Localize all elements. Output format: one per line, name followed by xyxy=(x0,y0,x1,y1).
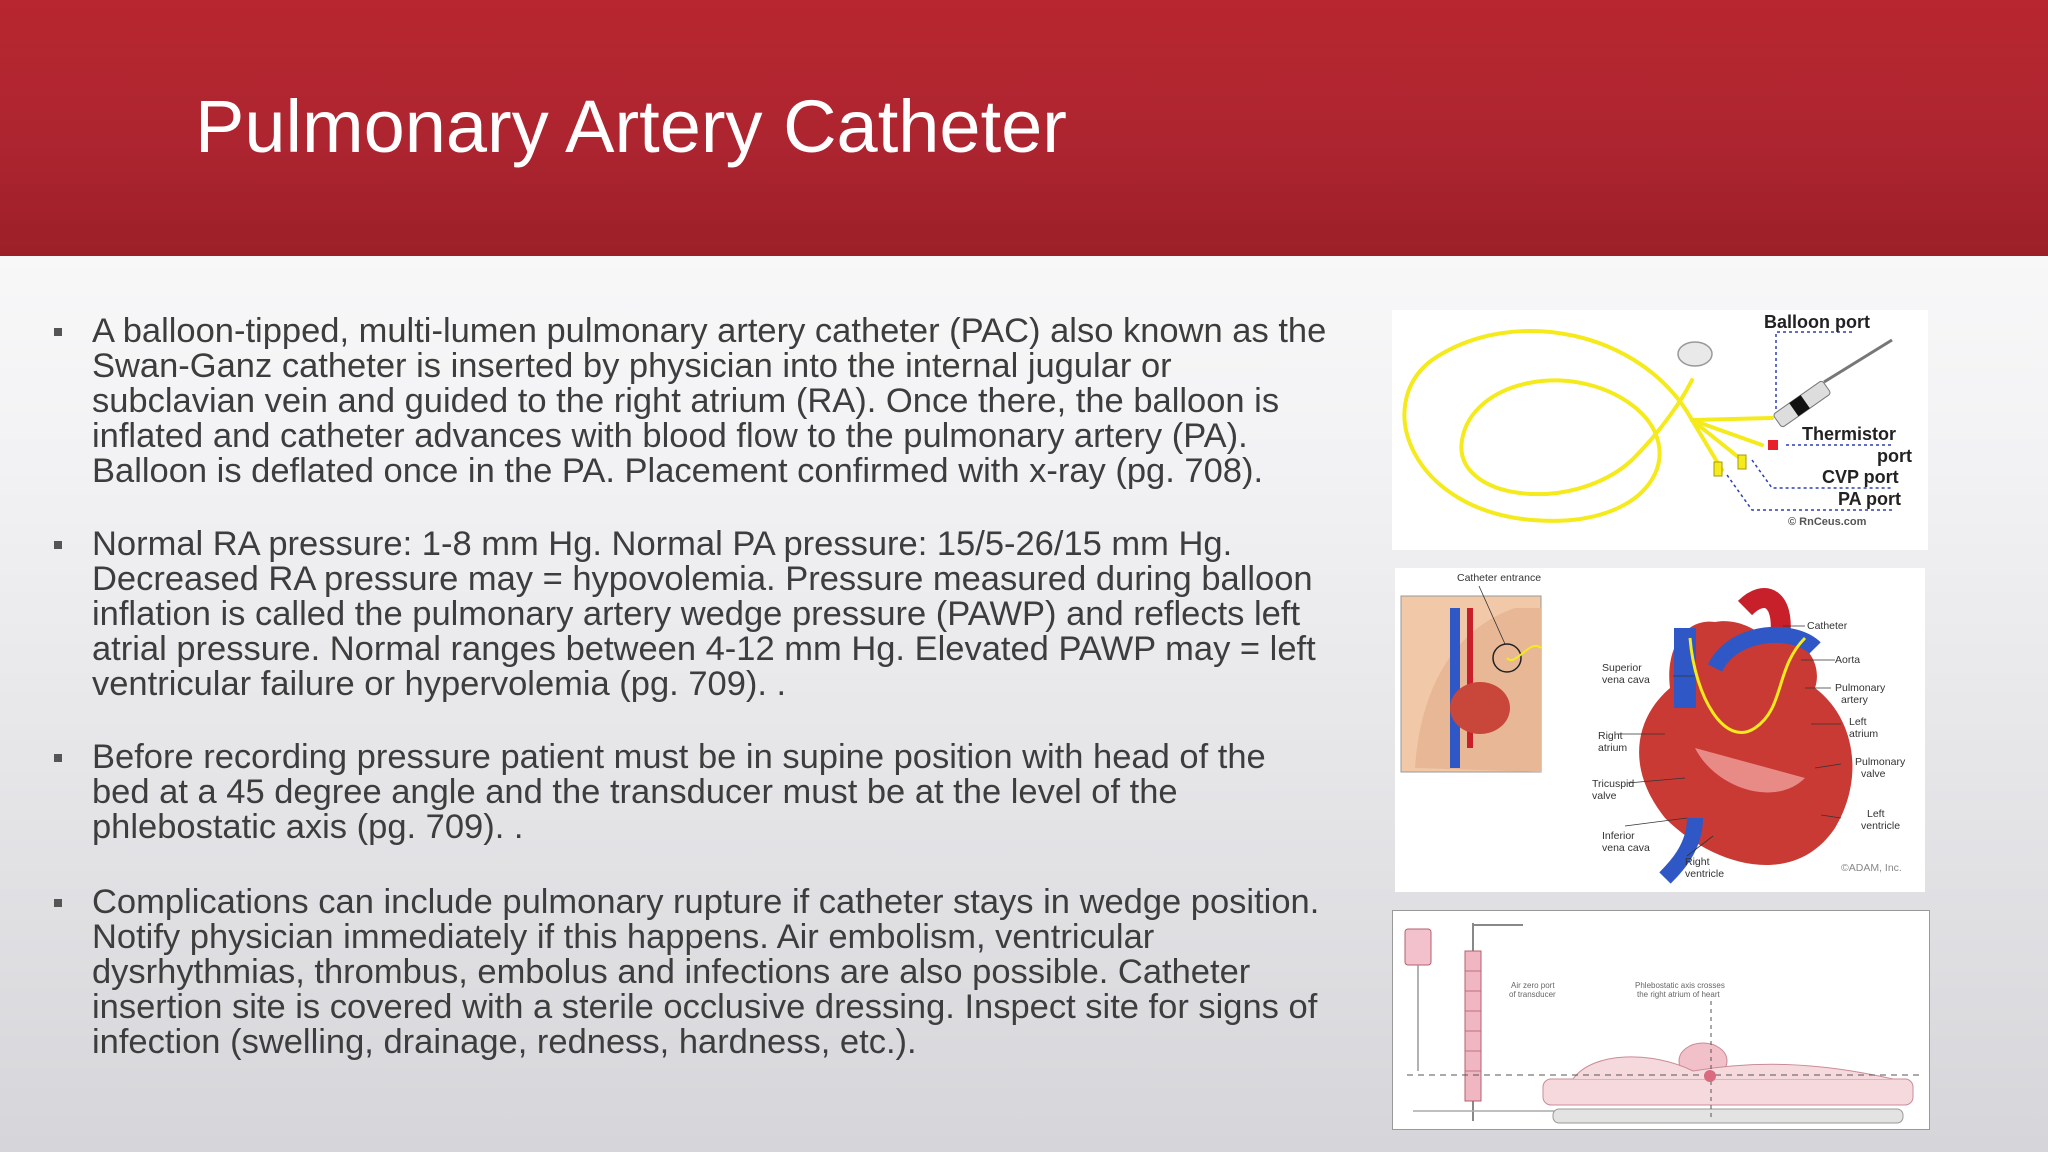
catheter-label: Catheter xyxy=(1807,620,1848,632)
pulmonary-artery-label-2: artery xyxy=(1841,694,1868,706)
left-atrium-label: Left xyxy=(1849,716,1867,728)
bullet-item xyxy=(52,740,1332,845)
pa-port-label: PA port xyxy=(1838,489,1901,509)
transducer-leveling-diagram xyxy=(1392,910,1930,1130)
superior-vena-cava-label: Superior xyxy=(1602,662,1642,674)
phlebostatic-axis-label-2: the right atrium of heart xyxy=(1637,990,1720,999)
bullet-text: Before recording pressure patient must be in supine position with head of the bed at a 45 degree angle and the transducer must be at the level of the phlebostatic axis (pg. 709). . xyxy=(92,738,1266,846)
catheter-credit: © RnCeus.com xyxy=(1788,516,1867,528)
bullet-text: A balloon-tipped, multi-lumen pulmonary artery catheter (PAC) also known as the Swan-Ganz catheter is inserted by physician into the internal jugular or subclavian vein and guided to the right atrium (RA). Once there, the balloon is inflated and catheter advances with blood flow to the pulmonary artery (PA). Balloon is deflated once in the PA. Placement confirmed with x-ray (pg. 708). xyxy=(92,312,1327,490)
right-ventricle-label: Right xyxy=(1685,856,1710,868)
bullet-list xyxy=(52,314,1332,1098)
left-atrium-label-2: atrium xyxy=(1849,728,1879,740)
pulmonary-valve-label: Pulmonary xyxy=(1855,756,1906,768)
right-atrium-label-2: atrium xyxy=(1598,742,1628,754)
title-banner xyxy=(0,0,2048,256)
thermistor-port-label-2: port xyxy=(1877,446,1912,466)
tricuspid-valve-label: Tricuspid xyxy=(1592,778,1635,790)
catheter-entrance-label: Catheter entrance xyxy=(1457,572,1542,584)
pulmonary-valve-label-2: valve xyxy=(1861,768,1886,780)
pulmonary-artery-label: Pulmonary xyxy=(1835,682,1886,694)
bullet-marker-icon xyxy=(54,541,62,549)
superior-vena-cava-label-2: vena cava xyxy=(1602,674,1650,686)
heart-anatomy-diagram xyxy=(1395,568,1925,892)
heart-illustration xyxy=(1395,568,1925,892)
right-ventricle-label-2: ventricle xyxy=(1685,868,1725,880)
bullet-text: Normal RA pressure: 1-8 mm Hg. Normal PA pressure: 15/5-26/15 mm Hg. Decreased RA pressure may = hypovolemia. Pressure measured during balloon inflation is called the pulmonary artery wedge pressure (PAWP) and reflects left atrial pressure. Normal ranges between 4-12 mm Hg. Elevated PAWP may = left ventricular failure or hypervolemia (pg. 709). . xyxy=(92,525,1316,703)
bullet-item xyxy=(52,885,1332,1060)
phlebostatic-axis-label: Phlebostatic axis crosses xyxy=(1635,981,1725,990)
air-zero-port-label: Air zero port xyxy=(1511,981,1555,990)
bullet-marker-icon xyxy=(54,328,62,336)
left-ventricle-label: Left xyxy=(1867,808,1885,820)
heart-credit: ©ADAM, Inc. xyxy=(1841,862,1902,874)
bullet-item xyxy=(52,527,1332,702)
inferior-vena-cava-label: Inferior xyxy=(1602,830,1635,842)
bullet-item xyxy=(52,314,1332,489)
transducer-illustration xyxy=(1393,911,1930,1130)
right-atrium-label: Right xyxy=(1598,730,1623,742)
tricuspid-valve-label-2: valve xyxy=(1592,790,1617,802)
thermistor-port-label: Thermistor xyxy=(1802,424,1897,444)
air-zero-port-label-2: of transducer xyxy=(1509,990,1556,999)
bullet-marker-icon xyxy=(54,754,62,762)
catheter-diagram xyxy=(1392,310,1928,550)
bullet-marker-icon xyxy=(54,899,62,907)
inferior-vena-cava-label-2: vena cava xyxy=(1602,842,1650,854)
left-ventricle-label-2: ventricle xyxy=(1861,820,1901,832)
cvp-port-label: CVP port xyxy=(1822,467,1899,487)
balloon-port-label: Balloon port xyxy=(1764,312,1870,332)
bullet-text: Complications can include pulmonary rupture if catheter stays in wedge position. Notify physician immediately if this happens. Air embolism, ventricular dysrhythmias, thrombus, embolus and infections are also possible. Catheter insertion site is covered with a sterile occlusive dressing. Inspect site for signs of infection (swelling, drainage, redness, hardness, etc.). xyxy=(92,883,1320,1061)
aorta-label: Aorta xyxy=(1835,654,1861,666)
slide-title: Pulmonary Artery Catheter xyxy=(195,85,1067,168)
